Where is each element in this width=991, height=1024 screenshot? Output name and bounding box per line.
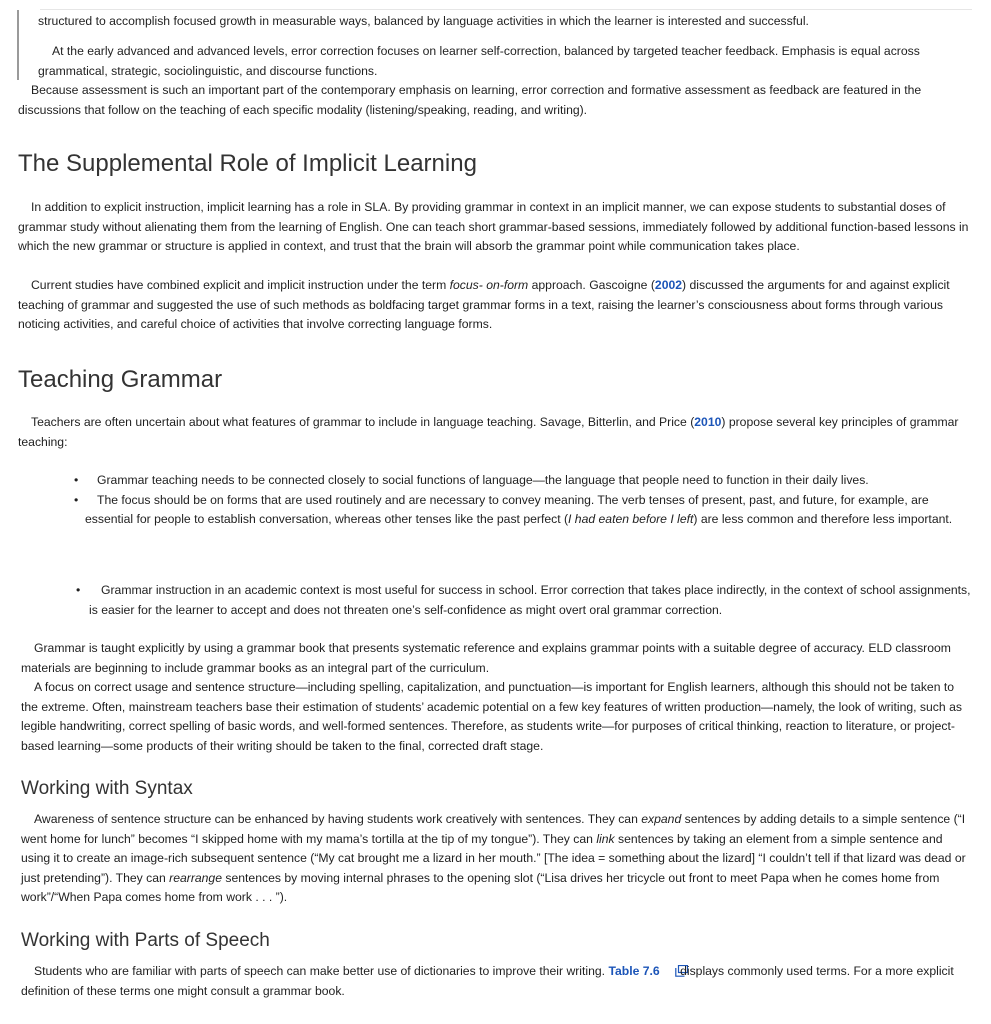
section-heading-implicit: The Supplemental Role of Implicit Learning (18, 150, 477, 177)
blockquote-bar (17, 10, 19, 80)
usage-paragraph: A focus on correct usage and sentence structure—including spelling, capitalization, and punctuation—is important for English learners, although this should not be taken to the extreme. Often, mainstream teachers base their estimation of students’ academic potential on a few key features of written production—namely, the look of writing, such as legible handwriting, correct spelling of basic words, and well-formed sentences. Therefore, as students write—for purposes of critical thinking, reaction to literature, or project-based learning—some products of their writing should be taken to the final, corrected draft stage. (21, 680, 962, 753)
list-item: • Grammar teaching needs to be connected closely to social functions of language—the language that people need to function in their daily lives. (85, 471, 972, 491)
table-7-6-link[interactable]: Table 7.6 (608, 964, 660, 978)
implicit-paragraph-1: In addition to explicit instruction, implicit learning has a role in SLA. By providing grammar in context in an implicit manner, we can expose students to substantial doses of grammar study without alienating them from the learning of English. One can teach short grammar-based sessions, immediately followed by additional function-based lessons in which the new grammar or structure is applied in context, and trust that the brain will absorb the grammar point while communication takes place. (18, 200, 969, 254)
bullet: • (76, 583, 81, 597)
principles-list (74, 471, 972, 530)
open-in-window-icon[interactable] (662, 964, 675, 976)
parts-of-speech-paragraph: Students who are familiar with parts of speech can make better use of dictionaries to improve their writing. Table 7.6 displays commonly used terms. For a more explicit definition of these terms one might consult a grammar book. (21, 964, 954, 998)
divider (40, 9, 972, 10)
implicit-paragraph-2: Current studies have combined explicit and implicit instruction under the term focus- on-form approach. Gascoigne (2002) discussed the arguments for and against explicit teaching of grammar and suggested the use of such methods as boldfacing target grammar forms in a text, raising the learner’s consciousness about forms through various noticing activities, and careful choice of activities that involve correcting language forms. (18, 278, 950, 332)
blockquote-line-2: At the early advanced and advanced levels, error correction focuses on learner self-correction, balanced by targeted teacher feedback. Emphasis is equal across grammatical, strategic, sociolinguistic, and discourse functions. (38, 44, 920, 78)
subheading-parts-of-speech: Working with Parts of Speech (21, 930, 270, 951)
list-item: • Grammar instruction in an academic context is most useful for success in school. Error correction that takes place indirectly, in the context of school assignments, is easier for the learner to accept and does not threaten one’s self-confidence as might overt oral grammar correction. (76, 583, 971, 617)
list-item: • The focus should be on forms that are used routinely and are necessary to convey meaning. The verb tenses of present, past, and future, for example, are essential for people to establish conversation, whereas other tenses like the past perfect (I had eaten before I left) are less common and therefore less important. (74, 492, 953, 527)
blockquote-line-1: structured to accomplish focused growth in measurable ways, balanced by language activities in which the learner is interested and successful. (38, 14, 809, 28)
principles-list-continued (76, 581, 972, 620)
grammar-book-paragraph: Grammar is taught explicitly by using a grammar book that presents systematic reference and explains grammar points with a suitable degree of accuracy. ELD classroom materials are beginning to include grammar books as an integral part of the curriculum. (21, 641, 951, 675)
assessment-paragraph: Because assessment is such an important part of the contemporary emphasis on learning, error correction and formative assessment as feedback are featured in the discussions that follow on the teaching of each specific modality (listening/speaking, reading, and writing). (18, 83, 922, 117)
subheading-syntax: Working with Syntax (21, 778, 193, 799)
term-emphasis: focus- on-form (449, 278, 529, 292)
bullet: • (74, 473, 79, 487)
citation-link-2010[interactable]: 2010 (694, 415, 722, 429)
section-heading-grammar: Teaching Grammar (18, 366, 223, 393)
bullet: • (74, 492, 79, 507)
syntax-paragraph: Awareness of sentence structure can be enhanced by having students work creatively with sentences. They can expand sentences by adding details to a simple sentence (“I went home for lunch” becomes “I skipped home with my mama’s tortilla at the tip of my tongue”). They can link sentences by taking an element from a simple sentence and using it to create an image-rich subsequent sentence (“My cat brought me a lizard in her mouth.” [The idea = something about the lizard] “I couldn’t tell if that lizard was dead or just pretending”). They can rearrange sentences by moving internal phrases to the opening slot (“Lisa drives her tricycle out front to meet Papa when he comes home from work”/“When Papa comes home from work . . . ”). (21, 812, 966, 905)
citation-link-2002[interactable]: 2002 (654, 278, 683, 292)
grammar-intro: Teachers are often uncertain about what features of grammar to include in language teaching. Savage, Bitterlin, and Price (2010) propose several key principles of grammar teaching: (18, 415, 959, 449)
